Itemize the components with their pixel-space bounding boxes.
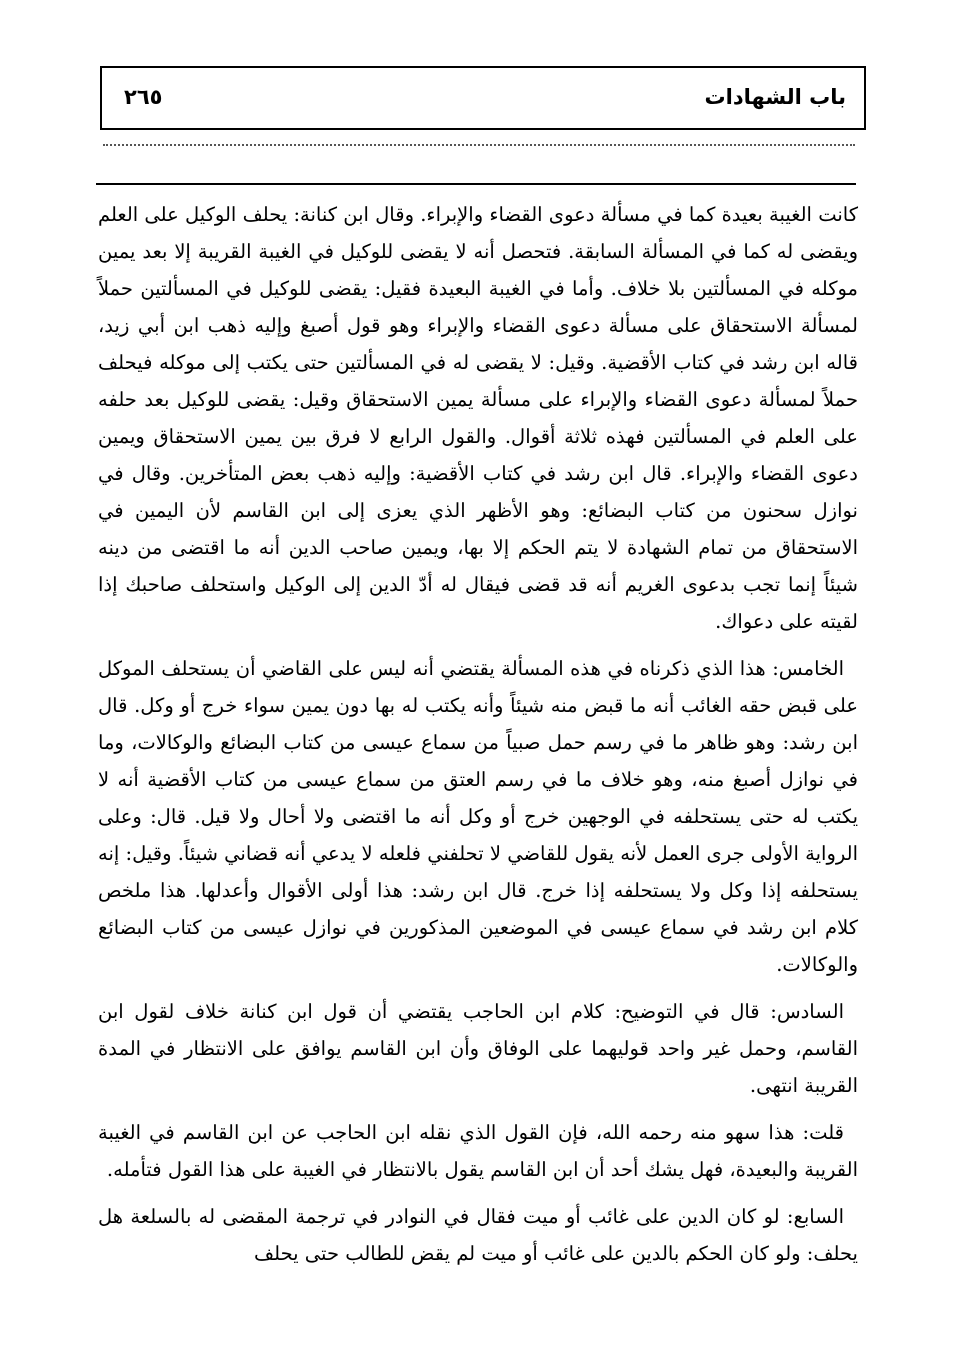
- paragraph-fifth: الخامس: هذا الذي ذكرناه في هذه المسألة يقتضي أنه ليس على القاضي أن يستحلف الموكل على قبض حقه الغائب أنه ما قبض منه شيئاً وأنه يكتب له بها دون يمين سواء خرج أو وكل. قال ابن رشد: وهو ظاهر ما في رسم حمل صبياً من سماع عيسى من كتاب البضائع والوكالات، وما في نوازل أصبغ منه، وهو خلاف ما في رسم العتق من سماع عيسى من كتاب الأقضية أنه لا يكتب له حتى يستحلفه في الوجهين خرج أو وكل أنه ما اقتضى ولا أحال ولا قيل. قال: وعلى الرواية الأولى جرى العمل لأنه يقول للقاضي لا تحلفني فلعله لا يدعي أنه قضاني شيئاً. وقيل: إنه يستحلفه إذا وكل ولا يستحلفه إذا خرج. قال ابن رشد: هذا أولى الأقوال وأعدلها. هذا ملخص كلام ابن رشد في سماع عيسى في الموضعين المذكورين في نوازل عيسى من كتاب البضائع والوكالات.: [98, 657, 859, 976]
- paragraph-seventh: السابع: لو كان الدين على غائب أو ميت فقال في النوادر في ترجمة المقضى له بالسلعة هل يحلف: ولو كان الحكم بالدين على غائب أو ميت لم يقض للطالب حتى يحلف: [98, 1205, 858, 1265]
- page-number: ٢٦٥: [124, 85, 163, 109]
- solid-divider: [96, 183, 856, 185]
- body-text: [98, 196, 858, 1326]
- chapter-title: باب الشهادات: [704, 85, 846, 109]
- paragraph-continuation: كانت الغيبة بعيدة كما في مسألة دعوى القضاء والإبراء. وقال ابن كنانة: يحلف الوكيل على العلم ويقضى له كما في المسألة السابقة. فتحصل أنه لا يقضى للوكيل في الغيبة القريبة إلا بعد يمين موكله في المسألتين بلا خلاف. وأما في الغيبة البعيدة فقيل: يقضى للوكيل في المسألتين حملاً لمسألة الاستحقاق على مسألة دعوى القضاء والإبراء وهو قول أصبغ وإليه ذهب ابن أبي زيد، قاله ابن رشد في كتاب الأقضية. وقيل: لا يقضى له في المسألتين حتى يكتب إلى موكله فيحلف حملاً لمسألة دعوى القضاء والإبراء على مسألة يمين الاستحقاق وقيل: يقضى للوكيل بعد حلفه على العلم في المسألتين فهذه ثلاثة أقوال. والقول الرابع لا فرق بين يمين الاستحقاق ويمين دعوى القضاء والإبراء. قال ابن رشد في كتاب الأقضية: وإليه ذهب بعض المتأخرين. وقال في نوازل سحنون من كتاب البضائع: وهو الأظهر الذي يعزى إلى ابن القاسم لأن اليمين في الاستحقاق من تمام الشهادة لا يتم الحكم إلا بها، ويمين صاحب الدين أنه ما اقتضى من دينه شيئاً إنما تجب بدعوى الغريم أنه قد قضى فيقال له أدّ الدين إلى الوكيل واستحلف صاحبك إذا لقيته على دعواك.: [98, 203, 858, 633]
- running-header: [100, 66, 866, 130]
- paragraph-sixth: السادس: قال في التوضيح: كلام ابن الحاجب يقتضي أن قول ابن كنانة خلاف لقول ابن القاسم، وحمل غير واحد قوليهما على الوفاق وأن ابن القاسم يوافق على الانتظار في المدة القريبة انتهى.: [98, 1000, 858, 1097]
- paragraph-note: قلت: هذا سهو منه رحمه الله، فإن القول الذي نقله ابن الحاجب عن ابن القاسم في الغيبة القريبة والبعيدة، فهل يشك أحد أن ابن القاسم يقول بالانتظار في الغيبة على هذا القول فتأمله.: [98, 1121, 858, 1181]
- dotted-divider: [103, 144, 855, 146]
